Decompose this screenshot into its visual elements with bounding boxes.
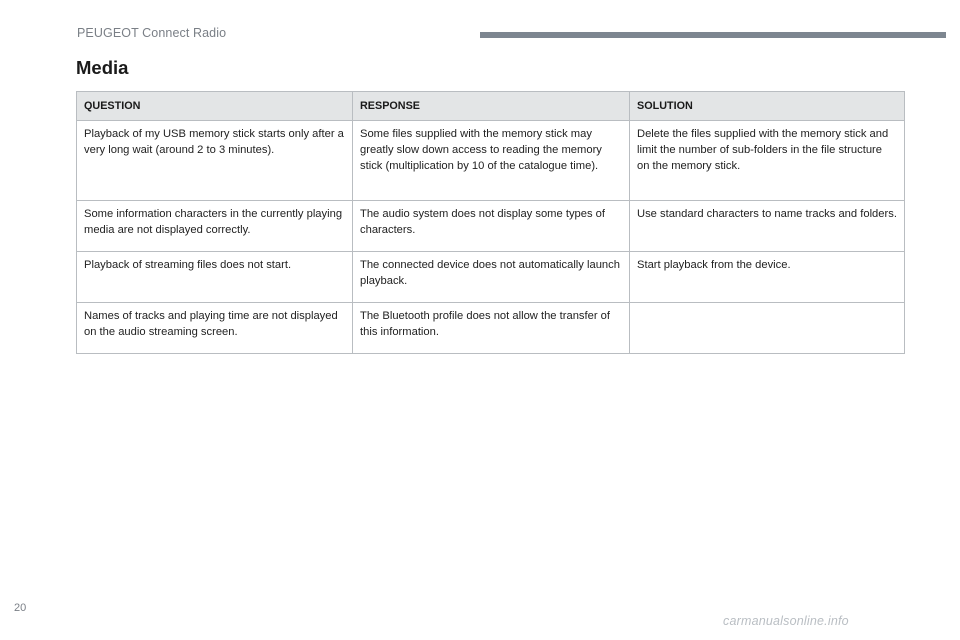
table-row bbox=[77, 121, 905, 201]
table-row bbox=[77, 201, 905, 252]
section-heading: Media bbox=[76, 57, 129, 78]
solution-cell: Delete the files supplied with the memory stick and limit the number of sub-folders in the file structure on the memory stick. bbox=[630, 121, 905, 201]
watermark: carmanualsonline.info bbox=[723, 614, 849, 628]
table-row bbox=[77, 252, 905, 303]
header-title: PEUGEOT Connect Radio bbox=[77, 26, 227, 40]
response-cell: The connected device does not automatically launch playback. bbox=[353, 252, 630, 303]
column-header-response: RESPONSE bbox=[353, 92, 630, 121]
faq-table bbox=[76, 91, 905, 354]
table-row bbox=[77, 303, 905, 354]
question-cell: Playback of streaming files does not start. bbox=[77, 252, 353, 303]
header-bar bbox=[480, 32, 946, 38]
question-cell: Names of tracks and playing time are not displayed on the audio streaming screen. bbox=[77, 303, 353, 354]
column-header-question: QUESTION bbox=[77, 92, 353, 121]
column-header-solution: SOLUTION bbox=[630, 92, 905, 121]
response-cell: The audio system does not display some types of characters. bbox=[353, 201, 630, 252]
response-cell: Some files supplied with the memory stick may greatly slow down access to reading the memory stick (multiplication by 10 of the catalogue time). bbox=[353, 121, 630, 201]
solution-cell: Use standard characters to name tracks and folders. bbox=[630, 201, 905, 252]
page-number: 20 bbox=[14, 602, 27, 614]
response-cell: The Bluetooth profile does not allow the transfer of this information. bbox=[353, 303, 630, 354]
question-cell: Playback of my USB memory stick starts only after a very long wait (around 2 to 3 minutes). bbox=[77, 121, 353, 201]
solution-cell: Start playback from the device. bbox=[630, 252, 905, 303]
solution-cell bbox=[630, 303, 905, 354]
table-header-row bbox=[77, 92, 905, 121]
question-cell: Some information characters in the currently playing media are not displayed correctly. bbox=[77, 201, 353, 252]
